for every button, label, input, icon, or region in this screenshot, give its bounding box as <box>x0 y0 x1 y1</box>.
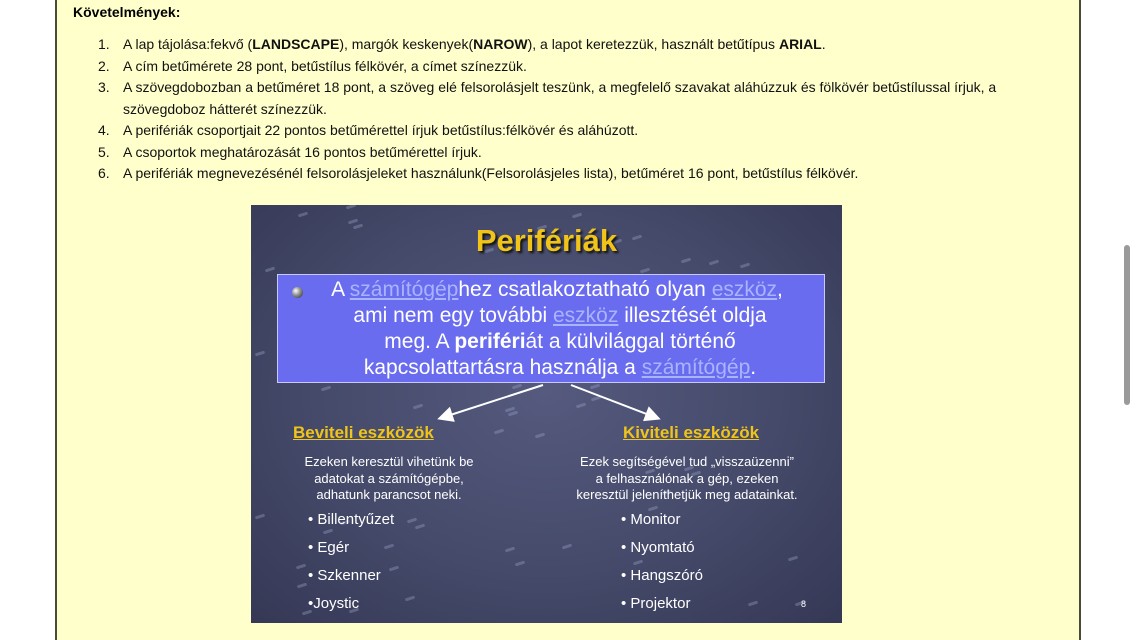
arrow-left <box>441 385 543 418</box>
def-text: meg. A <box>384 330 455 353</box>
requirement-item <box>57 56 1067 78</box>
definition-link[interactable]: számítógép <box>641 356 751 379</box>
desc-line: Ezeken keresztül vihetünk be <box>304 454 474 469</box>
requirement-item <box>57 120 1067 142</box>
vertical-scrollbar[interactable] <box>1124 245 1130 405</box>
requirement-number: 4. <box>98 122 110 138</box>
definition-link[interactable]: eszköz <box>553 304 619 327</box>
req-text: A perifériák csoportjait 22 pontos betűmérettel írjuk betűstílus:félkövér és aláhúzott. <box>123 122 639 138</box>
list-item: •Joystic <box>308 595 360 612</box>
slide-image <box>251 205 842 623</box>
requirement-item <box>57 34 1067 56</box>
req-bold: NAROW <box>473 36 528 52</box>
req-text: ), margók keskenyek( <box>339 36 474 52</box>
def-text: át a külvilággal történő <box>525 330 736 353</box>
req-bold: ARIAL <box>778 36 822 52</box>
slide-title: Perifériák <box>475 223 618 258</box>
def-text: hez csatlakoztatható olyan <box>458 278 712 301</box>
definition-link[interactable]: eszköz <box>711 278 778 301</box>
def-text: . <box>750 356 757 379</box>
requirement-item <box>57 163 1067 185</box>
requirement-number: 5. <box>98 143 110 160</box>
list-item: • Szkenner <box>308 567 381 584</box>
req-text: ), a lapot keretezzük, használt betűtípus <box>527 36 779 52</box>
requirement-number: 2. <box>98 57 110 74</box>
list-item: • Monitor <box>621 511 681 528</box>
req-text: A szövegdobozban a betűméret 18 pont, a szöveg elé felsorolásjelt teszünk, a megfelelő szavakat aláhúzzuk és fölkövér betűstílussal írjuk, a szövegdoboz hátterét színezzük. <box>123 79 997 117</box>
def-bold: periféri <box>454 330 526 353</box>
list-item: • Nyomtató <box>621 539 695 556</box>
list-item: • Egér <box>308 539 350 556</box>
list-item: • Hangszóró <box>621 567 703 584</box>
requirement-item <box>57 142 1067 164</box>
req-text: A csoportok meghatározását 16 pontos betűmérettel írjuk. <box>123 143 482 160</box>
output-devices-list <box>621 511 703 623</box>
input-devices-description <box>279 454 499 504</box>
req-text: A cím betűmérete 28 pont, betűstílus félkövér, a címet színezzük. <box>123 57 527 74</box>
req-text: A lap tájolása:fekvő ( <box>123 36 253 52</box>
requirements-heading: Követelmények: <box>73 4 181 20</box>
input-devices-list <box>308 511 394 623</box>
desc-line: adatokat a számítógépbe, <box>314 470 464 486</box>
list-item: • Billentyűzet <box>308 511 395 528</box>
def-text: A <box>331 278 350 301</box>
def-text: illesztését oldja <box>618 304 767 327</box>
output-devices-description <box>547 454 827 504</box>
def-text: kapcsolattartásra használja a <box>363 356 642 379</box>
arrow-right <box>571 385 657 418</box>
desc-line: a felhasználónak a gép, ezeken <box>595 470 779 486</box>
slide-page-number: 8 <box>801 599 807 609</box>
req-bold: LANDSCAPE <box>252 36 340 52</box>
desc-line: Ezek segítségével tud „visszaüzenni” <box>580 454 794 469</box>
definition-link[interactable]: számítógép <box>349 278 459 301</box>
requirement-number: 3. <box>98 79 110 95</box>
def-text: , <box>777 278 783 301</box>
req-text: A perifériák megnevezésénél felsorolásjeleket használunk(Felsorolásjeles lista), betűméret 16 pont, betűstílus félkövér. <box>123 165 859 181</box>
list-item: • Projektor <box>621 595 691 612</box>
desc-line: keresztül jeleníthetjük meg adatainkat. <box>576 487 798 502</box>
requirements-list <box>57 34 1067 185</box>
output-devices-title: Kiviteli eszközök <box>623 423 760 442</box>
desc-line: adhatunk parancsot neki. <box>316 487 462 502</box>
requirement-item <box>57 77 1067 120</box>
def-text: ami nem egy további <box>353 304 553 327</box>
input-devices-title: Beviteli eszközök <box>293 423 434 442</box>
requirement-number: 1. <box>98 36 110 52</box>
requirement-number: 6. <box>98 165 110 181</box>
req-text: . <box>821 36 826 52</box>
